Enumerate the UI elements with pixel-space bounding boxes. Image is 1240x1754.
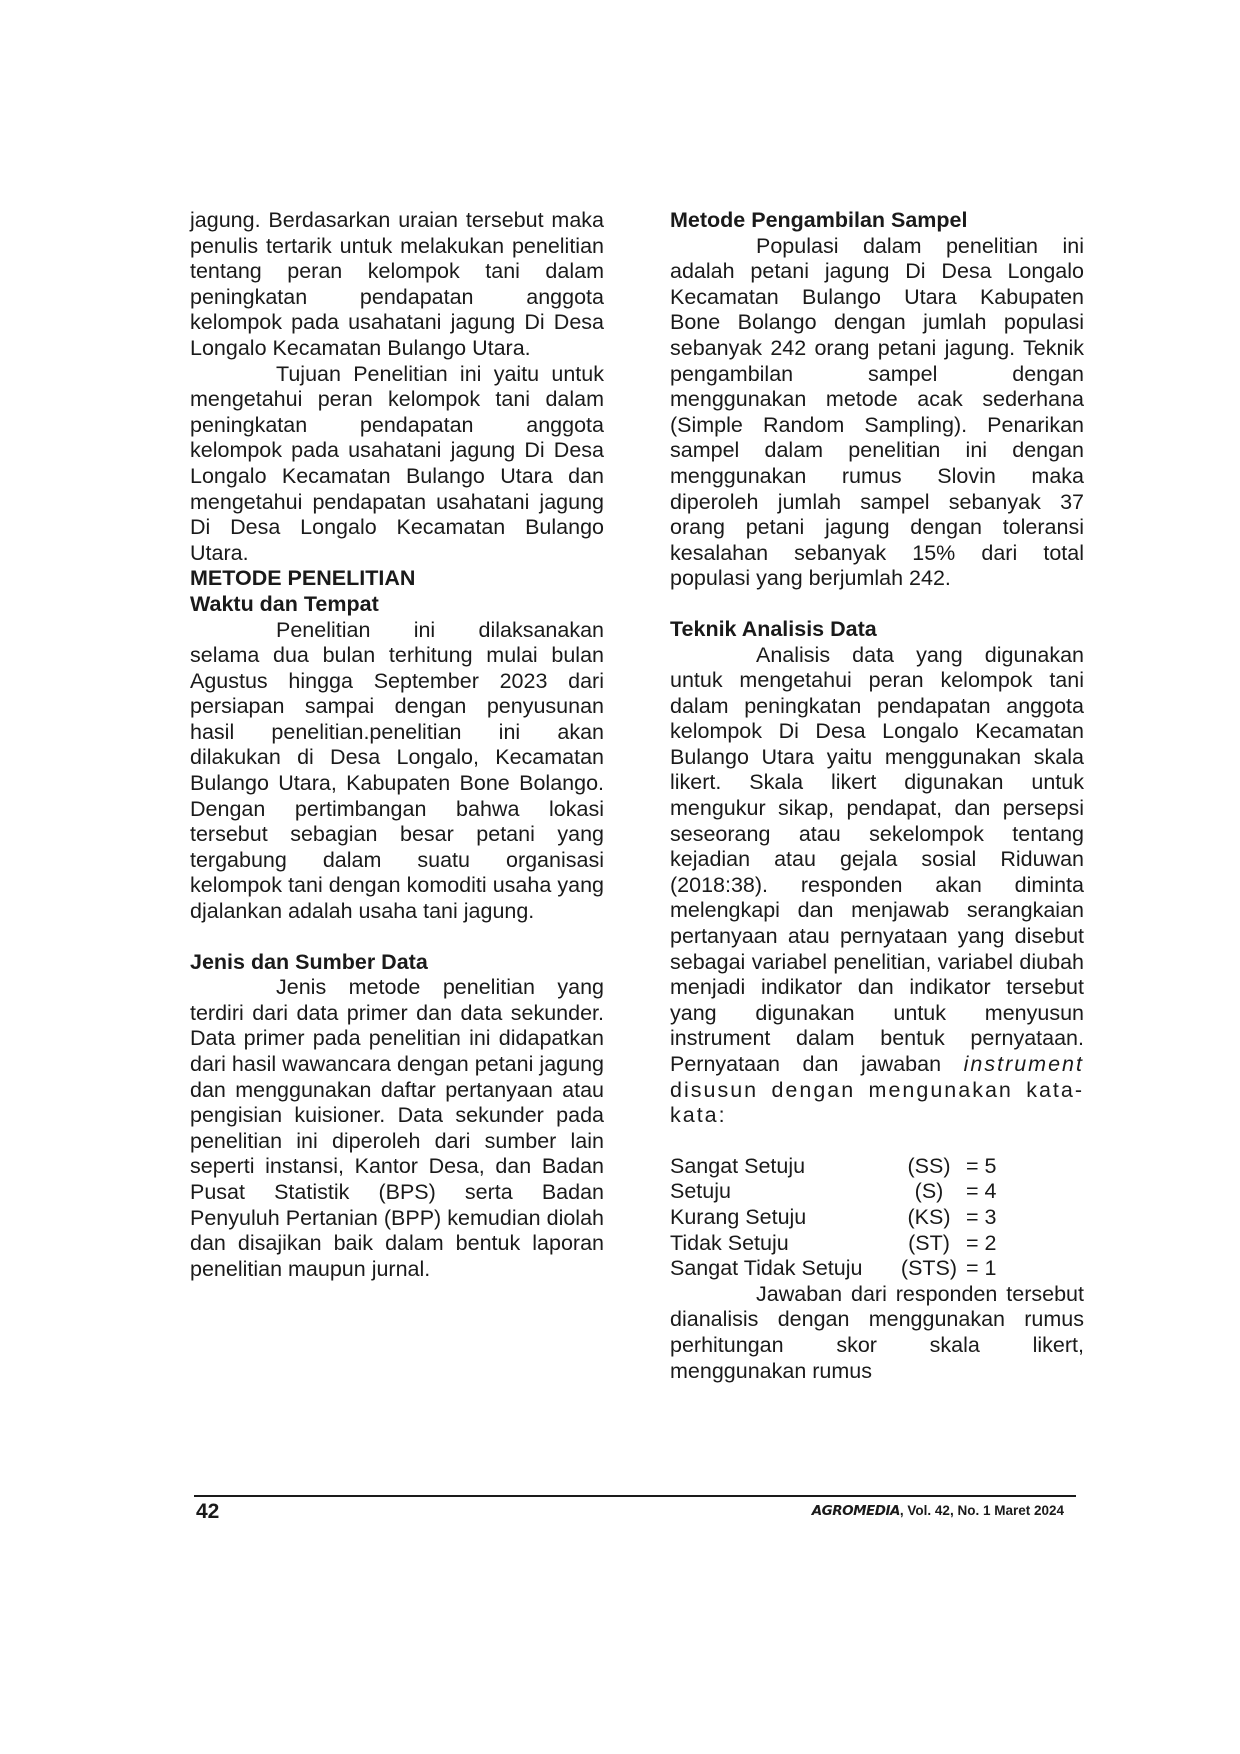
analisis-text-a: Analisis data yang digunakan untuk mengetahui peran kelompok tani dalam peningkatan pendapatan anggota kelompok Di Desa Longalo Kecamatan Bulango Utara yaitu menggunakan skala likert. Skala likert digunakan untuk mengukur sikap, pendapat, dan persepsi seseorang atau sekelompok tentang kejadian atau gejala sosial Riduwan (2018:38). responden akan diminta melengkapi dan menjawab serangkaian pertanyaan atau pernyataan yang disebut sebagai variabel penelitian, variabel diubah menjadi indikator dan indikator tersebut yang digunakan untuk menyusun instrument dalam bentuk pernyataan. Pernyataan dan jawaban bbox=[670, 642, 1084, 1076]
likert-code: (SS) bbox=[907, 1153, 951, 1178]
journal-issue: , Vol. 42, No. 1 Maret 2024 bbox=[899, 1503, 1064, 1518]
likert-code: (STS) bbox=[900, 1256, 958, 1281]
analisis-italic-term: instrument bbox=[963, 1052, 1084, 1076]
likert-row bbox=[670, 1231, 1084, 1257]
likert-label: Kurang Setuju bbox=[670, 1204, 807, 1229]
likert-value: = 4 bbox=[966, 1179, 997, 1204]
likert-code: (ST) bbox=[908, 1230, 950, 1255]
right-column bbox=[670, 208, 1084, 1384]
left-column bbox=[190, 208, 604, 1282]
footer-divider bbox=[194, 1495, 1076, 1497]
likert-value: = 1 bbox=[966, 1256, 997, 1281]
likert-label: Setuju bbox=[670, 1179, 731, 1204]
journal-citation bbox=[812, 1503, 1064, 1519]
likert-value: = 5 bbox=[966, 1153, 997, 1178]
analisis-heading: Teknik Analisis Data bbox=[670, 616, 877, 641]
closing-paragraph: Jawaban dari responden tersebut dianalisis dengan menggunakan rumus perhitungan skor skala likert, menggunakan rumus bbox=[670, 1281, 1084, 1383]
waktu-paragraph: Penelitian ini dilaksanakan selama dua bulan terhitung mulai bulan Agustus hingga September 2023 dari persiapan sampai dengan penyusunan hasil penelitian.penelitian ini akan dilakukan di Desa Longalo, Kecamatan Bulango Utara, Kabupaten Bone Bolango. Dengan pertimbangan bahwa lokasi tersebut sebagian besar petani yang tergabung dalam suatu organisasi kelompok tani dengan komoditi usaha yang djalankan adalah usaha tani jagung. bbox=[190, 617, 604, 924]
jenis-heading: Jenis dan Sumber Data bbox=[190, 949, 428, 974]
intro-paragraph-end: jagung. Berdasarkan uraian tersebut maka penulis tertarik untuk melakukan penelitian tentang peran kelompok tani dalam peningkatan pendapatan anggota kelompok pada usahatani jagung Di Desa Longalo Kecamatan Bulango Utara. bbox=[190, 208, 604, 360]
analisis-paragraph bbox=[670, 643, 1084, 1129]
likert-label: Tidak Setuju bbox=[670, 1230, 789, 1255]
likert-row bbox=[670, 1179, 1084, 1205]
likert-label: Sangat Tidak Setuju bbox=[670, 1256, 863, 1281]
section-title: METODE PENELITIAN bbox=[190, 566, 416, 591]
jenis-paragraph: Jenis metode penelitian yang terdiri dari data primer dan data sekunder. Data primer pada penelitian ini didapatkan dari hasil wawancara dengan petani jagung dan menggunakan daftar pertanyaan atau pengisian kuisioner. Data sekunder pada penelitian ini diperoleh dari sumber lain seperti instansi, Kantor Desa, dan Badan Pusat Statistik (BPS) serta Badan Penyuluh Pertanian (BPP) kemudian diolah dan disajikan baik dalam bentuk laporan penelitian maupun jurnal. bbox=[190, 975, 604, 1281]
journal-logo: AGROMEDIA bbox=[811, 1503, 900, 1519]
likert-value: = 2 bbox=[966, 1230, 997, 1255]
likert-label: Sangat Setuju bbox=[670, 1153, 806, 1178]
likert-row bbox=[670, 1205, 1084, 1231]
sampel-heading: Metode Pengambilan Sampel bbox=[670, 208, 968, 232]
likert-value: = 3 bbox=[966, 1204, 997, 1229]
likert-code: (KS) bbox=[907, 1204, 951, 1229]
analisis-text-b: disusun dengan mengunakan kata-kata: bbox=[670, 1077, 1084, 1128]
likert-row bbox=[670, 1256, 1084, 1282]
likert-scale-list bbox=[670, 1154, 1084, 1282]
page-number: 42 bbox=[196, 1500, 220, 1523]
research-goal-paragraph: Tujuan Penelitian ini yaitu untuk mengetahui peran kelompok tani dalam peningkatan pendapatan anggota kelompok pada usahatani jagung Di Desa Longalo Kecamatan Bulango Utara dan mengetahui pendapatan usahatani jagung Di Desa Longalo Kecamatan Bulango Utara. bbox=[190, 361, 604, 565]
likert-row bbox=[670, 1154, 1084, 1180]
sampel-paragraph: Populasi dalam penelitian ini adalah petani jagung Di Desa Longalo Kecamatan Bulango Utara Kabupaten Bone Bolango dengan jumlah populasi sebanyak 242 orang petani jagung. Teknik pengambilan sampel dengan menggunakan metode acak sederhana (Simple Random Sampling). Penarikan sampel dalam penelitian ini dengan menggunakan rumus Slovin maka diperoleh jumlah sampel sebanyak 37 orang petani jagung dengan toleransi kesalahan sebanyak 15% dari total populasi yang berjumlah 242. bbox=[670, 233, 1084, 591]
waktu-heading: Waktu dan Tempat bbox=[190, 591, 379, 616]
likert-code: (S) bbox=[914, 1179, 944, 1204]
